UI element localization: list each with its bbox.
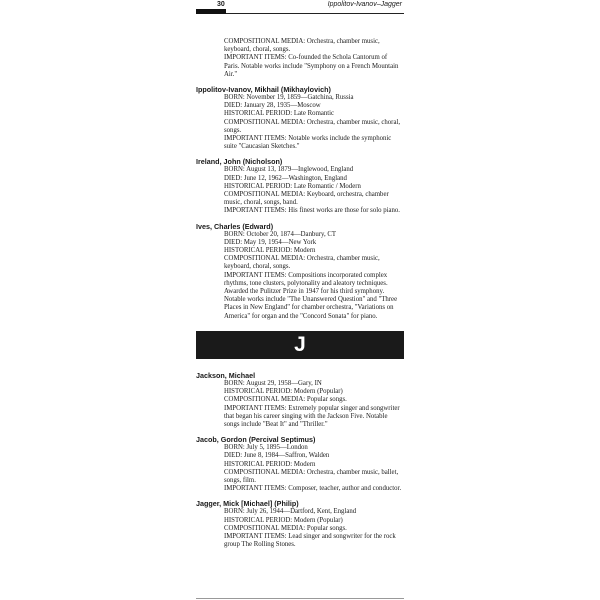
entry-body xyxy=(196,508,404,549)
entry-field: IMPORTANT ITEMS: Notable works include the symphonic suite "Caucasian Sketches." xyxy=(224,135,392,151)
entry-body xyxy=(196,231,404,321)
entry-field: DIED: June 8, 1984—Saffron, Walden xyxy=(224,452,330,460)
entry-name: Jacob, Gordon (Percival Septimus) xyxy=(196,435,316,445)
entry-field: COMPOSITIONAL MEDIA: Orchestra, chamber music, choral, songs. xyxy=(224,118,401,134)
entry-field: IMPORTANT ITEMS: Co-founded the Schola Cantorum of Paris. Notable works include "Symphony on a French Mountain Air." xyxy=(224,54,399,78)
entry-ireland xyxy=(196,157,404,215)
entry-body xyxy=(196,38,404,79)
entry-jackson xyxy=(196,371,404,429)
entry-field: IMPORTANT ITEMS: Composer, teacher, author and conductor. xyxy=(224,485,402,493)
entry-name: Jackson, Michael xyxy=(196,370,256,380)
entry-field: IMPORTANT ITEMS: Lead singer and songwriter for the rock group The Rolling Stones. xyxy=(224,532,396,549)
entry-field: COMPOSITIONAL MEDIA: Popular songs. xyxy=(224,524,347,532)
header-tab-marker xyxy=(196,9,226,14)
page-header xyxy=(196,0,404,14)
entry-field: DIED: June 12, 1962—Washington, England xyxy=(224,174,347,182)
entry-name: Ives, Charles (Edward) xyxy=(196,221,274,231)
entry-field: BORN: July 26, 1944—Dartford, Kent, England xyxy=(224,508,357,516)
page-content xyxy=(196,38,404,555)
entry-field: HISTORICAL PERIOD: Late Romantic xyxy=(224,110,335,118)
section-letter-bar xyxy=(196,331,404,359)
entry-name: Ireland, John (Nicholson) xyxy=(196,157,283,167)
entry-name: Ippolitov-Ivanov, Mikhail (Mikhaylovich) xyxy=(196,85,331,95)
book-page xyxy=(196,0,404,600)
entry-field: COMPOSITIONAL MEDIA: Orchestra, chamber music, keyboard, choral, songs. xyxy=(224,255,380,271)
entry-field: BORN: July 5, 1895—London xyxy=(224,444,308,452)
entry-field: COMPOSITIONAL MEDIA: Orchestra, chamber music, ballet, songs, film. xyxy=(224,468,399,484)
entry-ippolitov-ivanov xyxy=(196,85,404,151)
entry-field: HISTORICAL PERIOD: Modern xyxy=(224,247,316,255)
entry-field: BORN: August 29, 1958—Gary, IN xyxy=(224,379,322,387)
entry-field: COMPOSITIONAL MEDIA: Popular songs. xyxy=(224,396,347,404)
entry-body xyxy=(196,380,404,429)
footer-rule xyxy=(196,598,404,599)
entry-field: BORN: August 13, 1879—Inglewood, England xyxy=(224,166,354,174)
entry-field: BORN: November 19, 1859—Gatchina, Russia xyxy=(224,94,354,102)
entry-field: DIED: May 19, 1954—New York xyxy=(224,238,317,246)
entry-field: DIED: January 28, 1935—Moscow xyxy=(224,102,321,110)
entry-jacob xyxy=(196,435,404,493)
entry-ives xyxy=(196,222,404,321)
entry-field: COMPOSITIONAL MEDIA: Orchestra, chamber music, keyboard, choral, songs. xyxy=(224,38,380,54)
entry-field: IMPORTANT ITEMS: Compositions incorporated complex rhythms, tone clusters, polytonality and aleatory techniques. Awarded the Pulitzer Prize in 1947 for his third symphony. Notable works include "The Unanswered Question" and "Three Places in New England" for chamber orchestra, "Variations on America" for organ and the "Concord Sonata" for piano. xyxy=(224,271,398,320)
entry-jagger xyxy=(196,499,404,549)
entry-field: HISTORICAL PERIOD: Modern (Popular) xyxy=(224,516,343,524)
entry-body xyxy=(196,166,404,215)
entry-field: COMPOSITIONAL MEDIA: Keyboard, orchestra, chamber music, choral, songs, band. xyxy=(224,191,389,207)
entry-field: IMPORTANT ITEMS: His finest works are those for solo piano. xyxy=(224,207,401,215)
entry-body xyxy=(196,94,404,151)
entry-field: HISTORICAL PERIOD: Modern xyxy=(224,460,316,468)
page-number: 30 xyxy=(217,1,225,8)
section-letter: J xyxy=(294,332,306,356)
entry-body xyxy=(196,444,404,493)
entry-field: HISTORICAL PERIOD: Late Romantic / Modern xyxy=(224,182,361,190)
entry-name: Jagger, Mick [Michael] (Philip) xyxy=(196,499,299,509)
entry-field: BORN: October 20, 1874—Danbury, CT xyxy=(224,230,337,238)
continued-entry xyxy=(196,38,404,79)
running-head: Ippolitov-Ivanov–Jagger xyxy=(327,1,402,8)
entry-field: HISTORICAL PERIOD: Modern (Popular) xyxy=(224,388,343,396)
entry-field: IMPORTANT ITEMS: Extremely popular singer and songwriter that began his career singing with the Jackson Five. Notable songs include "Beat It" and "Thriller." xyxy=(224,404,400,428)
